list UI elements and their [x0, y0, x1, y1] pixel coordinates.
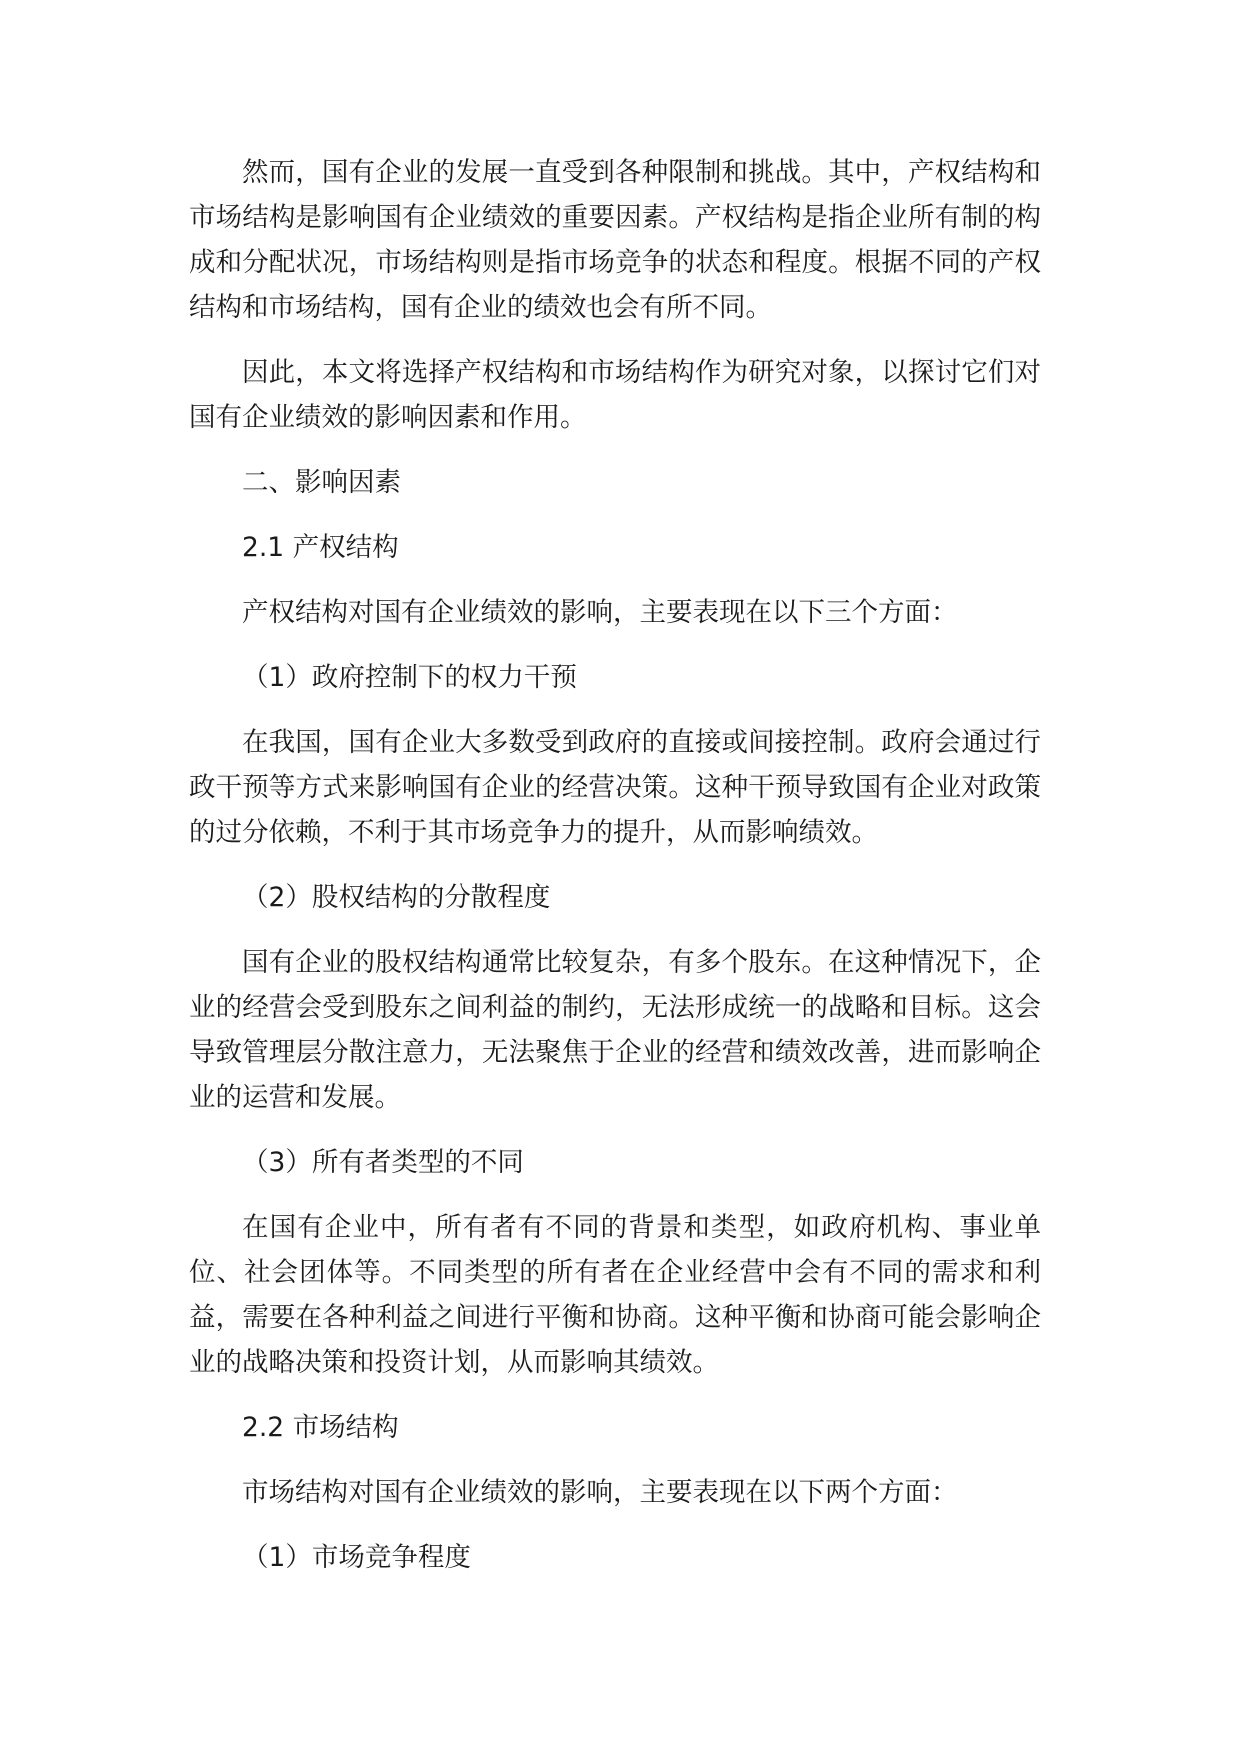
- subsection-heading-market-structure: 2.2 市场结构: [242, 1412, 399, 1443]
- paragraph-owner-types: 在国有企业中，所有者有不同的背景和类型，如政府机构、事业单位、社会团体等。不同类型的所有者在企业经营中会有不同的需求和利益，需要在各种利益之间进行平衡和协商。这种平衡和协商可能会影响企业的战略决策和投资计划，从而影响其绩效。: [189, 1212, 1041, 1378]
- item-heading-equity-dispersion: （2）股权结构的分散程度: [242, 882, 551, 913]
- paragraph-market-structure-intro: 市场结构对国有企业绩效的影响，主要表现在以下两个方面：: [242, 1477, 958, 1508]
- item-heading-market-competition: （1）市场竞争程度: [242, 1542, 471, 1573]
- paragraph-equity-dispersion: 国有企业的股权结构通常比较复杂，有多个股东。在这种情况下，企业的经营会受到股东之间利益的制约，无法形成统一的战略和目标。这会导致管理层分散注意力，无法聚焦于企业的经营和绩效改善，进而影响企业的运营和发展。: [189, 947, 1041, 1113]
- paragraph-government-control: 在我国，国有企业大多数受到政府的直接或间接控制。政府会通过行政干预等方式来影响国有企业的经营决策。这种干预导致国有企业对政策的过分依赖，不利于其市场竞争力的提升，从而影响绩效。: [189, 727, 1041, 848]
- section-heading-influencing-factors: 二、影响因素: [242, 467, 401, 498]
- item-heading-government-control: （1）政府控制下的权力干预: [242, 662, 577, 693]
- subsection-heading-property-rights: 2.1 产权结构: [242, 532, 399, 563]
- document-body: [189, 150, 1041, 1600]
- paragraph-challenges: 然而，国有企业的发展一直受到各种限制和挑战。其中，产权结构和市场结构是影响国有企业绩效的重要因素。产权结构是指企业所有制的构成和分配状况，市场结构则是指市场竞争的状态和程度。根据不同的产权结构和市场结构，国有企业的绩效也会有所不同。: [189, 157, 1041, 323]
- paragraph-property-rights-intro: 产权结构对国有企业绩效的影响，主要表现在以下三个方面：: [242, 597, 958, 628]
- item-heading-owner-types: （3）所有者类型的不同: [242, 1147, 524, 1178]
- paragraph-research-object: 因此，本文将选择产权结构和市场结构作为研究对象，以探讨它们对国有企业绩效的影响因素和作用。: [189, 357, 1041, 433]
